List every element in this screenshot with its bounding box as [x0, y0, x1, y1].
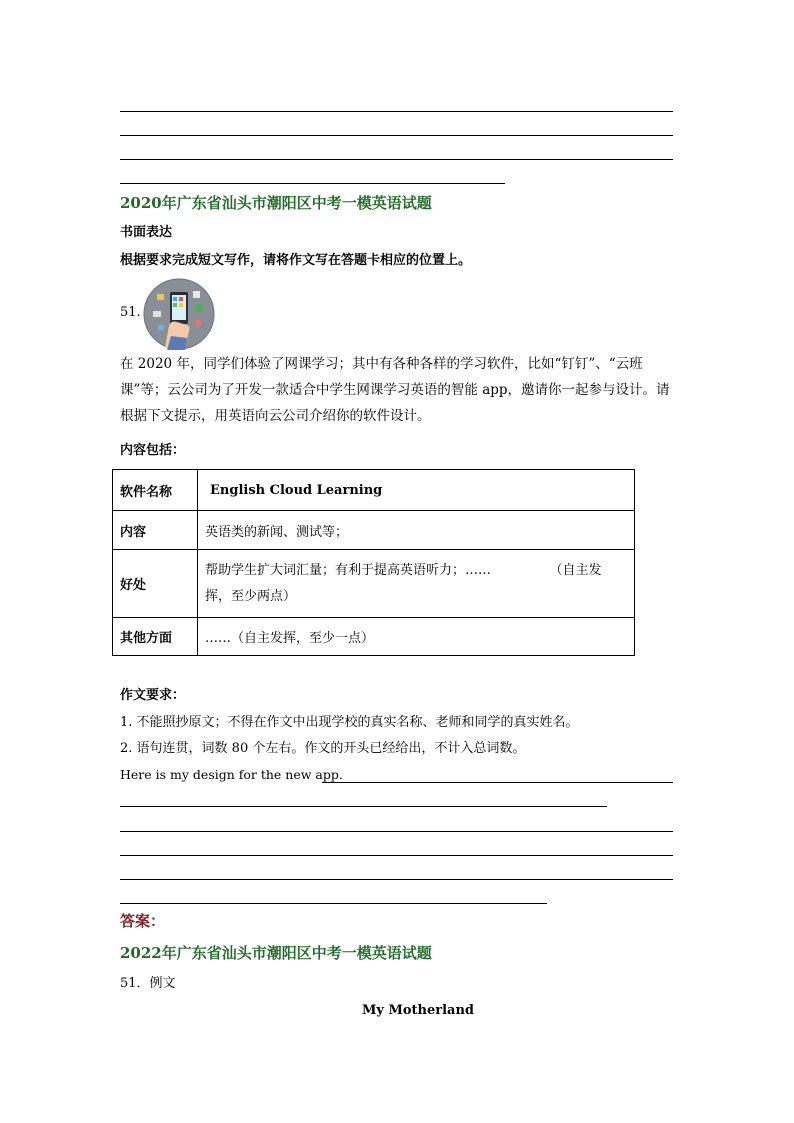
answer-number: 51．例文 [120, 976, 176, 991]
essay-opening-line: Here is my design for the new app. [120, 767, 343, 782]
table-key: 软件名称 [113, 470, 198, 511]
writing-line[interactable] [120, 879, 673, 880]
writing-line[interactable] [120, 855, 673, 856]
section-heading: 书面表达 [120, 225, 173, 240]
answer-line [120, 111, 673, 112]
writing-line[interactable] [120, 831, 673, 832]
writing-line[interactable] [120, 903, 547, 904]
table-key: 其他方面 [113, 618, 198, 656]
phone-apps-illustration-icon [143, 278, 215, 350]
answer-line [120, 135, 673, 136]
requirements-heading: 作文要求： [120, 688, 186, 703]
table-row [113, 511, 635, 550]
app-info-table [112, 469, 635, 656]
writing-line[interactable] [322, 782, 673, 783]
answer-line [120, 183, 505, 184]
answer-exam-title: 2022年广东省汕头市潮阳区中考一模英语试题 [120, 944, 432, 962]
table-row [113, 618, 635, 656]
writing-line[interactable] [120, 806, 607, 807]
table-value: ……（自主发挥，至少一点） [198, 618, 635, 656]
table-value: 英语类的新闻、测试等； [198, 511, 635, 550]
table-row [113, 470, 635, 511]
answer-label: 答案： [120, 912, 166, 930]
content-heading: 内容包括： [120, 443, 186, 458]
table-value: English Cloud Learning [198, 470, 635, 511]
table-key: 内容 [113, 511, 198, 550]
requirement-item: 1. 不能照抄原文；不得在作文中出现学校的真实名称、老师和同学的真实姓名。 [120, 715, 579, 730]
requirement-item: 2. 语句连贯，词数 80 个左右。作文的开头已经给出，不计入总词数。 [120, 741, 526, 756]
question-number: 51. [120, 305, 141, 320]
essay-title: My Motherland [362, 1003, 475, 1018]
prompt-paragraph: 在 2020 年，同学们体验了网课学习；其中有各种各样的学习软件，比如“钉钉”、“云班课”等；云公司为了开发一款适合中学生网课学习英语的智能 app，邀请你一起参与设计。请根据下文提示，用英语向云公司介绍你的软件设计。 [120, 356, 670, 424]
table-key: 好处 [113, 550, 198, 618]
table-value: 帮助学生扩大词汇量；有利于提高英语听力；…… （自主发挥，至少两点） [198, 550, 635, 618]
instruction-text: 根据要求完成短文写作，请将作文写在答题卡相应的位置上。 [120, 253, 472, 268]
table-row [113, 550, 635, 618]
answer-line [120, 159, 673, 160]
exam-title: 2020年广东省汕头市潮阳区中考一模英语试题 [120, 194, 432, 212]
